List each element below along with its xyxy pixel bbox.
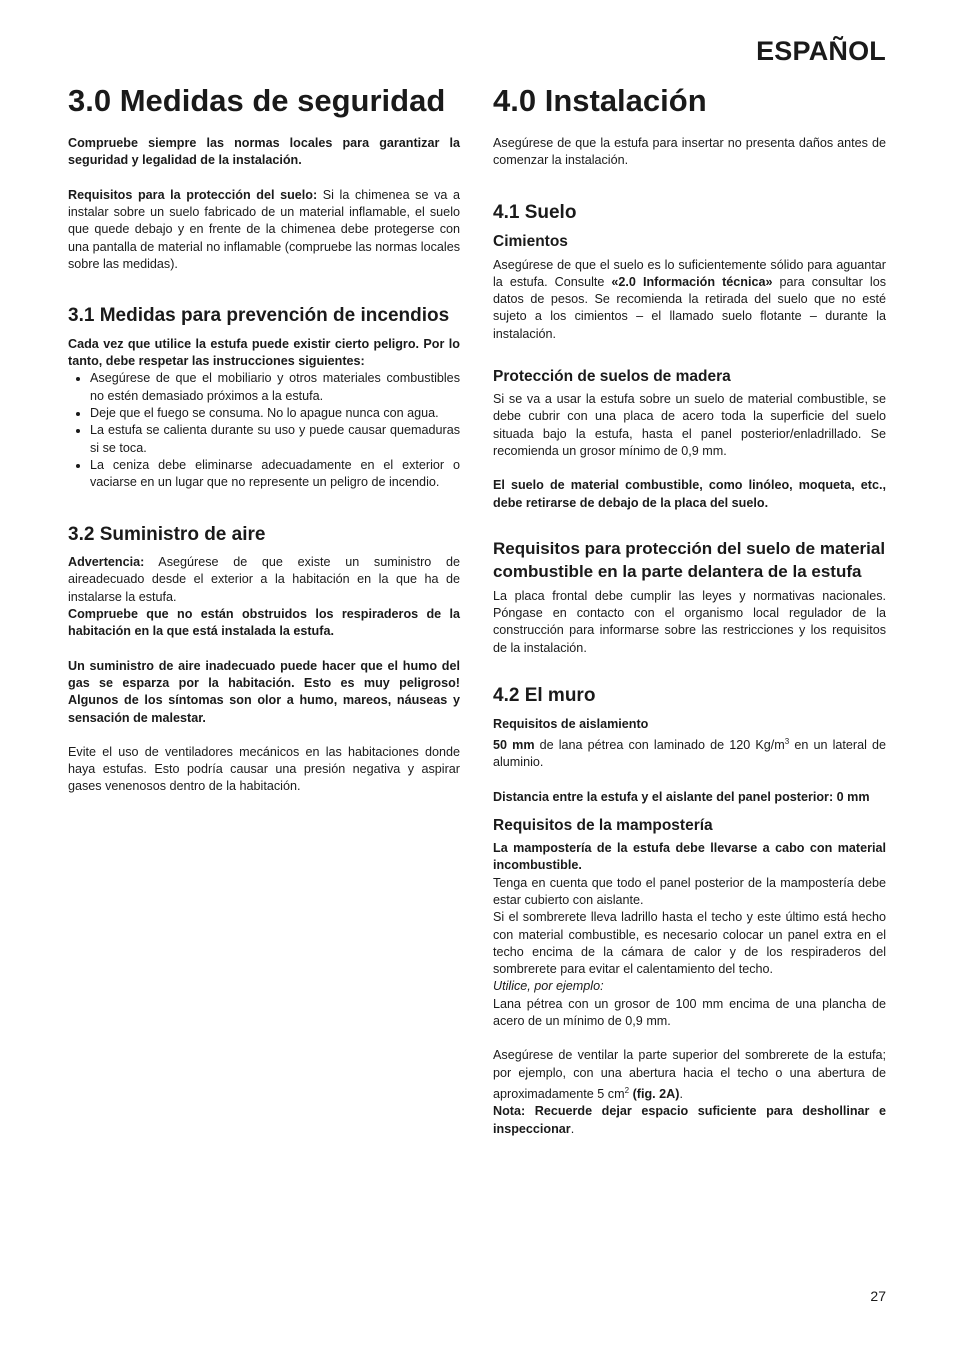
note-paragraph [493,1103,886,1138]
technical-info-reference: «2.0 Información técnica» [611,274,773,289]
insulation-text: de lana pétrea con laminado de 120 Kg/m [534,738,785,753]
air-fans-paragraph: Evite el uso de ventiladores mecánicos en las habitaciones donde haya estufas. Esto podría causar una presión negativa y aspirar gases venenosos dentro de la habitación. [68,744,460,794]
list-item: • La estufa se calienta durante su uso y puede causar quemaduras si se toca. [90,422,460,457]
left-column [68,82,460,796]
insulation-label: Requisitos de aislamiento [493,716,649,731]
right-column [493,82,886,1138]
air-warning-label: Advertencia: [68,555,145,570]
list-item: • La ceniza debe eliminarse adecuadamente en el exterior o vaciarse en un lugar que no represente un peligro de incendio. [90,457,460,492]
wood-floor-bold-paragraph: El suelo de material combustible, como linóleo, moqueta, etc., debe retirarse de debajo de la placa del suelo. [493,478,886,510]
note-text: Nota: Recuerde dejar espacio suficiente para deshollinar e inspeccionar [493,1104,886,1136]
insulation-superscript: 3 [784,736,790,746]
insulation-value: 50 mm [493,738,535,753]
fire-intro: Cada vez que utilice la estufa puede existir cierto peligro. Por lo tanto, debe respetar las instrucciones siguientes: [68,336,460,369]
heading-masonry: Requisitos de la mampostería [493,816,713,834]
ventilation-paragraph [493,1047,886,1103]
fire-bullet-list [68,370,460,491]
language-label: ESPAÑOL [756,36,886,66]
heading-wall: 4.2 El muro [493,684,596,706]
heading-front-floor-requirements: Requisitos para protección del suelo de material combustible en la parte delantera de la estufa [493,538,886,581]
foundations-paragraph [493,257,886,343]
list-item: • Deje que el fuego se consuma. No lo apague nunca con agua. [90,405,460,422]
insulation-text-end: en un lateral de aluminio. [493,738,886,770]
insulation-paragraph [493,733,886,772]
section-title-installation: 4.0 Instalación [493,83,707,118]
page-number: 27 [870,1288,886,1304]
heading-fire-prevention: 3.1 Medidas para prevención de incendios [68,305,450,327]
floor-protection-paragraph [68,187,460,273]
installation-intro: Asegúrese de que la estufa para insertar no presenta daños antes de comenzar la instalación. [493,136,886,168]
front-floor-paragraph: La placa frontal debe cumplir las leyes y normativas nacionales. Póngase en contacto con el organismo local regulador de la construcción para informarse sobre las restricciones y los requisitos de la instalación. [493,588,886,655]
masonry-paragraph-1: Tenga en cuenta que todo el panel posterior de la mampostería debe estar cubierto con aislante. [493,875,886,907]
figure-reference: (fig. 2A) [632,1087,680,1102]
air-danger-paragraph: Un suministro de aire inadecuado puede hacer que el humo del gas se esparza por la habitación. Esto es muy peligroso! Algunos de los síntomas son olor a humo, mareos, náuseas y sensación de malestar. [68,658,460,725]
example-paragraph: Lana pétrea con un grosor de 100 mm encima de una plancha de acero de un mínimo de 0,9 mm. [493,996,886,1029]
heading-wood-floor: Protección de suelos de madera [493,368,731,385]
ventilation-superscript: 2 [624,1085,630,1095]
floor-protection-label: Requisitos para la protección del suelo: [68,187,318,202]
masonry-paragraph-2: Si el sombrerete lleva ladrillo hasta el techo y este último está hecho con material combustible, es necesario colocar un panel extra en el techo encima de la cámara de calor y de los respiraderos del sombrerete para evitar el calentamiento del techo. [493,910,886,977]
example-label: Utilice, por ejemplo: [493,979,604,994]
distance-paragraph: Distancia entre la estufa y el aislante del panel posterior: 0 mm [493,789,870,804]
note-end: . [570,1121,575,1136]
ventilation-text: Asegúrese de ventilar la parte superior del sombrerete de la estufa; por ejemplo, con una abertura hacia el techo o una abertura de aproximadamente 5 cm [493,1048,886,1102]
wood-floor-paragraph: Si se va a usar la estufa sobre un suelo de material combustible, se debe cubrir con una placa de acero toda la superficie del suelo situada bajo la estufa, hasta el panel posterior/enladrillado. Se recomienda un grosor mínimo de 0,9 mm. [493,392,886,459]
heading-foundations: Cimientos [493,233,568,251]
foundations-text-end: para consultar los datos de pesos. Se recomienda la retirada del suelo que no esté sujeto a los cimientos – el llamado suelo flotante – durante la instalación. [493,274,886,341]
list-item: • Asegúrese de que el mobiliario y otros materiales combustibles no estén demasiado próximos a la estufa. [90,370,460,405]
heading-air-supply: 3.2 Suministro de aire [68,523,266,545]
air-warning-paragraph [68,554,460,606]
foundations-text: Asegúrese de que el suelo es lo suficientemente sólido para aguantar la estufa. Consulte [493,257,886,289]
heading-floor: 4.1 Suelo [493,201,577,223]
air-vents-paragraph: Compruebe que no están obstruidos los respiraderos de la habitación en la que está instalada la estufa. [68,607,460,639]
safety-intro: Compruebe siempre las normas locales para garantizar la seguridad y legalidad de la instalación. [68,136,460,168]
masonry-bold-paragraph: La mampostería de la estufa debe llevarse a cabo con material incombustible. [493,841,886,873]
floor-protection-text: Si la chimenea se va a instalar sobre un suelo fabricado de un material inflamable, el suelo que quede debajo y en frente de la chimenea debe protegerse con una pantalla de material no inflamable (compruebe las normas locales sobre las medidas). [68,187,460,271]
ventilation-end: . [679,1087,683,1102]
section-title-safety: 3.0 Medidas de seguridad [68,83,446,118]
air-warning-text: Asegúrese de que existe un suministro de aireadecuado desde el exterior a la habitación en la que ha de instalarse la estufa. [68,555,460,604]
